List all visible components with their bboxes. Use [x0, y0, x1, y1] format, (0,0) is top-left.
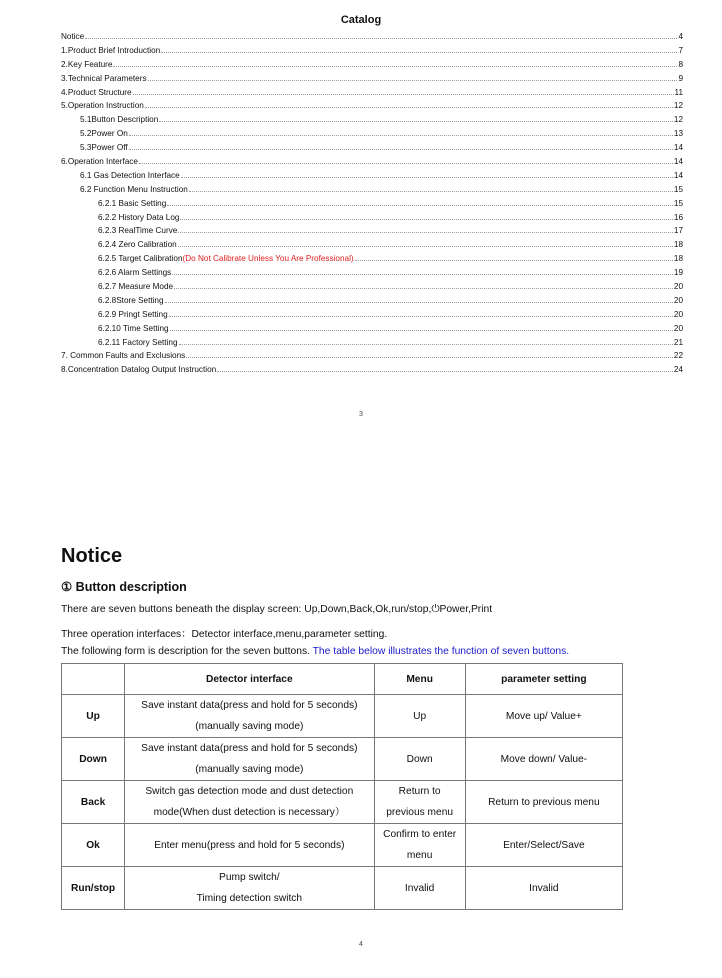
toc-entry[interactable]: [61, 113, 683, 127]
cell-line: menu: [406, 850, 433, 861]
toc-entry[interactable]: [61, 280, 683, 294]
toc-entry[interactable]: [61, 141, 683, 155]
toc-entry-page: 8: [678, 59, 683, 69]
toc-entry-page: 17: [673, 226, 683, 236]
cell-line: (manually saving mode): [195, 764, 304, 775]
toc-entry-title: 6.2.2 History Data Log: [98, 212, 180, 222]
toc-entry-page: 14: [673, 157, 683, 167]
menu-cell: [374, 824, 465, 867]
toc-entry-title: 3.Technical Parameters: [61, 73, 147, 83]
toc-dot-leader: [181, 176, 673, 178]
cell-line: Move up/ Value+: [505, 710, 582, 722]
toc-dot-leader: [178, 245, 673, 247]
toc-entry-page: 4: [678, 32, 683, 41]
cell-line: Invalid: [404, 882, 435, 894]
header-cell: Menu: [374, 664, 465, 695]
toc-entry-title: 6.2.3 RealTime Curve: [98, 226, 178, 236]
toc-entry-label: [61, 349, 185, 363]
toc-entry-label: [61, 44, 160, 58]
detector-cell: [125, 824, 374, 867]
toc-entry-page: 18: [673, 254, 683, 264]
toc-entry-page: 9: [678, 73, 683, 83]
detector-cell: [125, 738, 374, 781]
toc-dot-leader: [113, 65, 677, 67]
toc-entry-label: [61, 363, 216, 377]
toc-dot-leader: [170, 329, 673, 331]
toc-entry-page: 12: [673, 115, 683, 125]
toc-entry-title: 7. Common Faults and Exclusions: [61, 351, 186, 361]
toc-entry-page: 7: [678, 45, 683, 55]
toc-entry-label: [80, 113, 158, 127]
toc-entry-label: [61, 86, 132, 100]
toc-dot-leader: [355, 259, 673, 261]
toc-entry-title: 6.2.7 Measure Mode: [98, 282, 174, 292]
toc-entry-page: 15: [673, 198, 683, 208]
toc-entry[interactable]: [61, 349, 683, 363]
button-name-cell: Run/stop: [62, 867, 125, 910]
cell-line: Enter/Select/Save: [503, 839, 585, 851]
toc-entry-page: 18: [673, 240, 683, 250]
toc-entry-title: 6.2.8Store Setting: [98, 295, 164, 305]
toc-entry[interactable]: [61, 99, 683, 113]
toc-entry-title: 6.2 Function Menu Instruction: [80, 184, 188, 194]
menu-cell: [374, 738, 465, 781]
cell-line: (manually saving mode): [195, 721, 304, 732]
toc-entry[interactable]: [61, 169, 683, 183]
table-of-contents: [61, 30, 683, 377]
toc-entry[interactable]: [61, 266, 683, 280]
toc-entry-label: [98, 308, 168, 322]
button-name-cell: Up: [62, 695, 125, 738]
table-row: [62, 824, 623, 867]
toc-entry-label: [98, 336, 178, 350]
cell-line: Up: [413, 710, 427, 722]
toc-entry[interactable]: [61, 238, 683, 252]
parameter-cell: [465, 867, 622, 910]
cell-line: Save instant data(press and hold for 5 seconds): [141, 743, 358, 754]
toc-entry-label: [98, 224, 177, 238]
table-intro-highlight: The table below illustrates the function of seven buttons.: [312, 646, 570, 657]
header-cell: [62, 664, 125, 695]
toc-entry-page: 14: [673, 143, 683, 153]
toc-entry-page: 16: [673, 212, 683, 222]
toc-entry-label: [61, 155, 138, 169]
parameter-cell: [465, 824, 622, 867]
toc-entry-title: 6.1 Gas Detection Interface: [80, 170, 180, 180]
toc-dot-leader: [165, 301, 673, 303]
toc-entry-title: 5.2Power On: [80, 129, 128, 139]
toc-entry-title: 5.1Button Description: [80, 115, 159, 125]
toc-dot-leader: [129, 134, 673, 136]
toc-entry-page: 20: [673, 323, 683, 333]
toc-entry-title: 5.3Power Off: [80, 143, 128, 153]
toc-entry-label: [98, 280, 173, 294]
header-cell: parameter setting: [465, 664, 622, 695]
toc-entry-title: 6.2.1 Basic Setting: [98, 198, 167, 208]
toc-entry-label: [61, 58, 112, 72]
toc-entry-label: [80, 169, 180, 183]
catalog-title: Catalog: [340, 14, 382, 26]
toc-dot-leader: [133, 93, 674, 95]
toc-dot-leader: [161, 51, 677, 53]
table-intro-paragraph: [61, 646, 569, 657]
toc-entry-label: [61, 72, 147, 86]
cell-line: Enter menu(press and hold for 5 seconds): [154, 839, 345, 851]
toc-entry[interactable]: [61, 322, 683, 336]
toc-entry-title: 1.Product Brief Introduction: [61, 45, 161, 55]
toc-dot-leader: [169, 315, 673, 317]
toc-dot-leader: [178, 231, 673, 233]
toc-entry-title: 6.2.5 Target Calibration: [98, 254, 183, 264]
toc-entry[interactable]: [61, 86, 683, 100]
toc-entry-title: 4.Product Structure: [61, 87, 132, 97]
detector-cell: [125, 867, 374, 910]
toc-entry-title: 6.Operation Interface: [61, 157, 138, 167]
button-name-cell: Down: [62, 738, 125, 781]
toc-entry-page: 20: [673, 295, 683, 305]
toc-entry-page: 15: [673, 184, 683, 194]
toc-entry-title: 6.2.10 Time Setting: [98, 323, 169, 333]
toc-dot-leader: [217, 370, 673, 372]
toc-entry-page: 19: [673, 268, 683, 278]
toc-entry-title: 6.2.4 Zero Calibration: [98, 240, 177, 250]
table-intro-text: The following form is description for the seven buttons.: [61, 646, 313, 657]
toc-entry[interactable]: [61, 363, 683, 377]
toc-entry-page: 13: [673, 129, 683, 139]
cell-line: Move down/ Value-: [500, 753, 588, 765]
cell-line: Down: [406, 753, 433, 765]
button-name-cell: Ok: [62, 824, 125, 867]
toc-entry[interactable]: [61, 294, 683, 308]
cell-line: Timing detection switch: [196, 893, 303, 904]
toc-entry[interactable]: [61, 127, 683, 141]
button-name-cell: Back: [62, 781, 125, 824]
toc-entry-label: [80, 127, 128, 141]
table-header-row: [62, 664, 623, 695]
toc-entry-page: 24: [673, 365, 683, 375]
toc-entry-label: [61, 99, 144, 113]
toc-entry-label: [98, 211, 179, 225]
toc-entry-page: 20: [673, 282, 683, 292]
toc-entry-label: [98, 322, 169, 336]
toc-dot-leader: [139, 162, 673, 164]
toc-dot-leader: [186, 356, 673, 358]
parameter-cell: [465, 781, 622, 824]
toc-entry-title: 5.Operation Instruction: [61, 101, 144, 111]
toc-entry-page: 14: [673, 170, 683, 180]
cell-line: Switch gas detection mode and dust detection: [145, 786, 354, 797]
toc-entry[interactable]: [61, 72, 683, 86]
table-row: [62, 781, 623, 824]
toc-entry-label: [98, 238, 177, 252]
toc-entry-page: 21: [673, 337, 683, 347]
toc-entry-title: 2.Key Feature: [61, 59, 113, 69]
toc-dot-leader: [180, 218, 672, 220]
parameter-cell: [465, 738, 622, 781]
page-number: 4: [359, 941, 363, 948]
toc-entry-title: 8.Concentration Datalog Output Instruction: [61, 365, 217, 375]
toc-entry-label: [80, 141, 128, 155]
interfaces-paragraph: Three operation interfaces：Detector interface,menu,parameter setting.: [61, 629, 388, 640]
toc-dot-leader: [172, 273, 673, 275]
cell-line: Return to previous menu: [488, 796, 600, 808]
toc-entry-label: [98, 266, 171, 280]
toc-entry-label: [98, 294, 164, 308]
toc-entry[interactable]: [61, 224, 683, 238]
menu-cell: [374, 781, 465, 824]
buttons-paragraph: There are seven buttons beneath the display screen: Up,Down,Back,Ok,run/stop,⏻Power,Print: [61, 604, 493, 615]
toc-entry-title: 6.2.11 Factory Setting: [98, 337, 178, 347]
toc-entry[interactable]: [61, 252, 683, 266]
toc-entry[interactable]: [61, 44, 683, 58]
toc-entry[interactable]: [61, 58, 683, 72]
toc-entry-title: 6.2.6 Alarm Settings: [98, 268, 172, 278]
menu-cell: [374, 695, 465, 738]
toc-entry-page: 20: [673, 309, 683, 319]
toc-entry-label: [80, 183, 188, 197]
parameter-cell: [465, 695, 622, 738]
toc-entry[interactable]: [61, 308, 683, 322]
notice-heading: Notice: [61, 545, 123, 567]
toc-dot-leader: [167, 204, 673, 206]
table-row: [62, 695, 623, 738]
toc-entry[interactable]: [61, 183, 683, 197]
toc-entry-label: [61, 30, 84, 44]
toc-dot-leader: [85, 37, 677, 39]
toc-entry-warning: (Do Not Calibrate Unless You Are Professional): [182, 254, 354, 264]
toc-entry-title: Notice: [61, 32, 85, 41]
table-row: [62, 738, 623, 781]
toc-entry[interactable]: [61, 155, 683, 169]
cell-line: Confirm to enter: [383, 829, 457, 840]
toc-entry-title: 6.2.9 Pringt Setting: [98, 309, 168, 319]
detector-cell: [125, 781, 374, 824]
button-description-heading: ① Button description: [61, 580, 187, 594]
menu-cell: [374, 867, 465, 910]
button-function-table: [61, 663, 623, 910]
toc-dot-leader: [129, 148, 673, 150]
toc-entry[interactable]: [61, 197, 683, 211]
toc-entry[interactable]: [61, 336, 683, 350]
toc-dot-leader: [179, 343, 673, 345]
toc-entry-label: [98, 197, 166, 211]
cell-line: Pump switch/: [219, 872, 280, 883]
toc-entry-label: [98, 252, 354, 266]
toc-entry[interactable]: [61, 211, 683, 225]
page-number: 3: [359, 411, 363, 418]
toc-dot-leader: [159, 120, 673, 122]
cell-line: previous menu: [386, 807, 454, 818]
detector-cell: [125, 695, 374, 738]
cell-line: Return to: [398, 786, 441, 797]
toc-entry-page: 11: [674, 87, 683, 97]
toc-entry[interactable]: [61, 30, 683, 44]
cell-line: mode(When dust detection is necessary）: [153, 807, 346, 818]
header-cell: Detector interface: [125, 664, 374, 695]
toc-entry-page: 12: [673, 101, 683, 111]
toc-dot-leader: [148, 79, 678, 81]
cell-line: Save instant data(press and hold for 5 seconds): [141, 700, 358, 711]
cell-line: Invalid: [529, 882, 559, 894]
toc-dot-leader: [174, 287, 673, 289]
toc-dot-leader: [145, 106, 673, 108]
table-row: [62, 867, 623, 910]
toc-dot-leader: [189, 190, 673, 192]
toc-entry-page: 22: [673, 351, 683, 361]
